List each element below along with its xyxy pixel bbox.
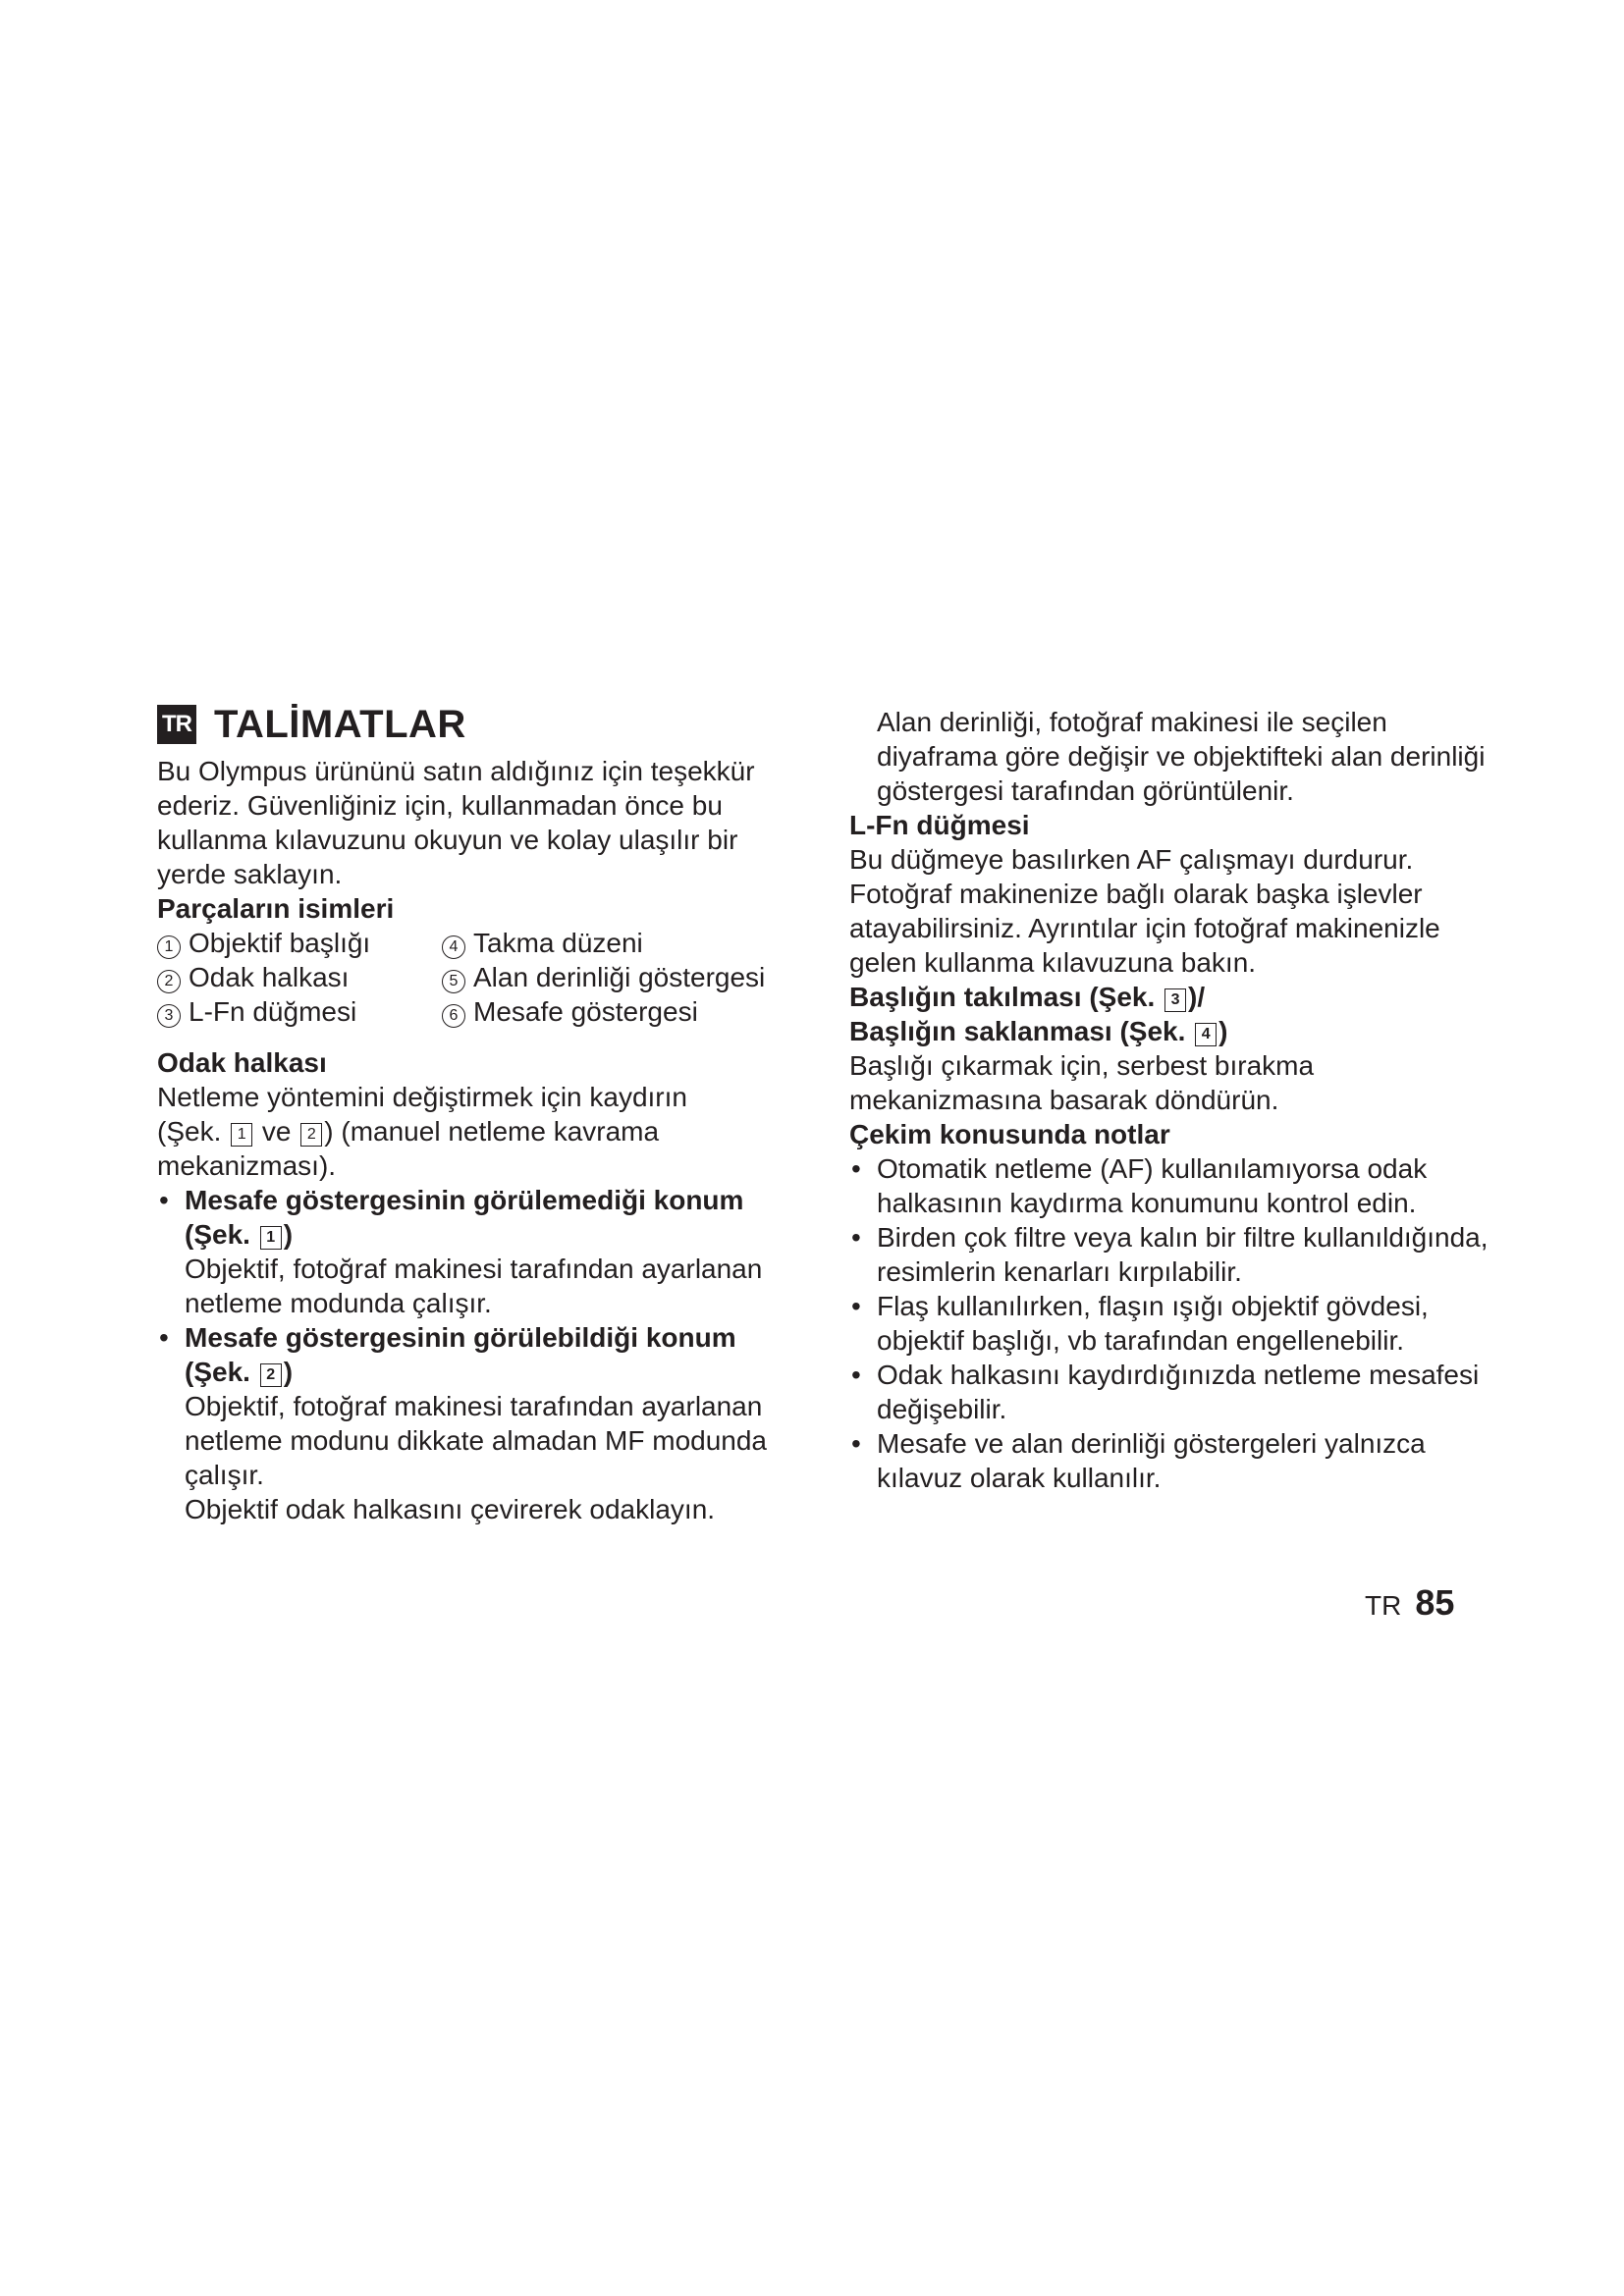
cap-heading-b: )/ bbox=[1188, 982, 1206, 1012]
figure-ref: 1 bbox=[231, 1123, 252, 1147]
part-number: 2 bbox=[157, 970, 181, 993]
list-item: • Mesafe ve alan derinliği göstergeleri yalnızca kılavuz olarak kullanılır. bbox=[849, 1426, 1497, 1495]
language-badge: TR bbox=[157, 705, 196, 744]
lfn-body: Bu düğmeye basılırken AF çalışmayı durdurur. Fotoğraf makinenize bağlı olarak başka işlevler atayabilirsiniz. Ayrıntılar için fotoğraf makinenizle gelen kullanma kılavuzuna bakın. bbox=[849, 844, 1440, 978]
left-column bbox=[157, 699, 805, 1526]
cap-heading-a: Başlığın takılması (Şek. bbox=[849, 982, 1156, 1012]
bullet-title-close: ) bbox=[283, 1357, 294, 1387]
part-item bbox=[442, 994, 805, 1029]
parts-heading: Parçaların isimleri bbox=[157, 893, 395, 924]
section-title-row bbox=[157, 699, 805, 750]
list-item bbox=[157, 1320, 805, 1526]
dof-note: Alan derinliği, fotoğraf makinesi ile seçilen diyaframa göre değişir ve objektifteki alan derinliği göstergesi tarafından görüntülenir. bbox=[877, 707, 1486, 806]
part-label: Alan derinliği göstergesi bbox=[473, 962, 766, 992]
bullet-title bbox=[185, 1185, 743, 1250]
page-number: 85 bbox=[1415, 1582, 1455, 1623]
focus-ring-body-b3: ) (manuel netleme kavrama bbox=[324, 1116, 660, 1147]
page-title: TALİMATLAR bbox=[214, 702, 466, 746]
list-item: • Otomatik netleme (AF) kullanılamıyorsa odak halkasının kaydırma konumunu kontrol edin. bbox=[849, 1151, 1497, 1220]
part-label: L-Fn düğmesi bbox=[189, 996, 357, 1027]
focus-ring-body-b1: (Şek. bbox=[157, 1116, 222, 1147]
right-column bbox=[849, 705, 1497, 1495]
part-number: 6 bbox=[442, 1004, 465, 1028]
part-item bbox=[442, 926, 805, 960]
cap-heading-c: Başlığın saklanması (Şek. bbox=[849, 1016, 1186, 1046]
notes-list bbox=[849, 1151, 1497, 1495]
figure-ref: 2 bbox=[260, 1363, 282, 1387]
part-number: 4 bbox=[442, 935, 465, 959]
focus-ring-body bbox=[157, 1080, 805, 1183]
list-item: • Odak halkasını kaydırdığınızda netleme mesafesi değişebilir. bbox=[849, 1358, 1497, 1426]
bullet-title bbox=[185, 1322, 736, 1387]
bullet-title-close: ) bbox=[283, 1219, 294, 1250]
focus-ring-body-a: Netleme yöntemini değiştirmek için kaydırın bbox=[157, 1082, 687, 1112]
list-item: • Flaş kullanılırken, flaşın ışığı objektif gövdesi, objektif başlığı, vb tarafından engellenebilir. bbox=[849, 1289, 1497, 1358]
spacer bbox=[157, 1029, 805, 1045]
bullet-body: Objektif, fotoğraf makinesi tarafından ayarlanan netleme modunda çalışır. bbox=[185, 1254, 763, 1318]
part-label: Objektif başlığı bbox=[189, 928, 371, 958]
figure-ref: 1 bbox=[260, 1226, 282, 1250]
part-label: Takma düzeni bbox=[473, 928, 643, 958]
part-number: 3 bbox=[157, 1004, 181, 1028]
lfn-heading: L-Fn düğmesi bbox=[849, 810, 1030, 840]
focus-ring-positions bbox=[157, 1183, 805, 1526]
bullet-title-fig-label: (Şek. bbox=[185, 1357, 250, 1387]
part-number: 5 bbox=[442, 970, 465, 993]
bullet-title-fig-label: (Şek. bbox=[185, 1219, 250, 1250]
list-item bbox=[157, 1183, 805, 1320]
bullet-title-text: Mesafe göstergesinin görülemediği konum bbox=[185, 1185, 744, 1215]
part-item bbox=[157, 926, 442, 960]
bullet-body: Objektif, fotoğraf makinesi tarafından ayarlanan netleme modunu dikkate almadan MF modunda çalışır. bbox=[185, 1391, 768, 1490]
focus-ring-body-c: mekanizması). bbox=[157, 1150, 337, 1181]
cap-heading bbox=[849, 980, 1497, 1048]
focus-ring-heading: Odak halkası bbox=[157, 1047, 327, 1078]
notes-heading: Çekim konusunda notlar bbox=[849, 1119, 1170, 1149]
focus-ring-body-b2: ve bbox=[261, 1116, 292, 1147]
bullet-title-text: Mesafe göstergesinin görülebildiği konum bbox=[185, 1322, 736, 1353]
figure-ref: 4 bbox=[1195, 1023, 1217, 1046]
part-item bbox=[157, 960, 442, 994]
part-item bbox=[442, 960, 805, 994]
list-item: • Birden çok filtre veya kalın bir filtre kullanıldığında, resimlerin kenarları kırpılabilir. bbox=[849, 1220, 1497, 1289]
bullet-body-extra: Objektif odak halkasını çevirerek odaklayın. bbox=[185, 1494, 716, 1524]
part-item bbox=[157, 994, 442, 1029]
figure-ref: 2 bbox=[300, 1123, 322, 1147]
intro-text: Bu Olympus ürününü satın aldığınız için teşekkür ederiz. Güvenliğiniz için, kullanmadan önce bu kullanma kılavuzunu okuyun ve kolay ulaşılır bir yerde saklayın. bbox=[157, 756, 755, 889]
cap-body: Başlığı çıkarmak için, serbest bırakma mekanizmasına basarak döndürün. bbox=[849, 1050, 1315, 1115]
parts-list bbox=[157, 926, 805, 1029]
part-number: 1 bbox=[157, 935, 181, 959]
page-footer bbox=[1365, 1582, 1454, 1624]
part-label: Mesafe göstergesi bbox=[473, 996, 698, 1027]
cap-heading-d: ) bbox=[1218, 1016, 1228, 1046]
footer-language: TR bbox=[1365, 1590, 1402, 1621]
figure-ref: 3 bbox=[1164, 988, 1186, 1012]
part-label: Odak halkası bbox=[189, 962, 350, 992]
